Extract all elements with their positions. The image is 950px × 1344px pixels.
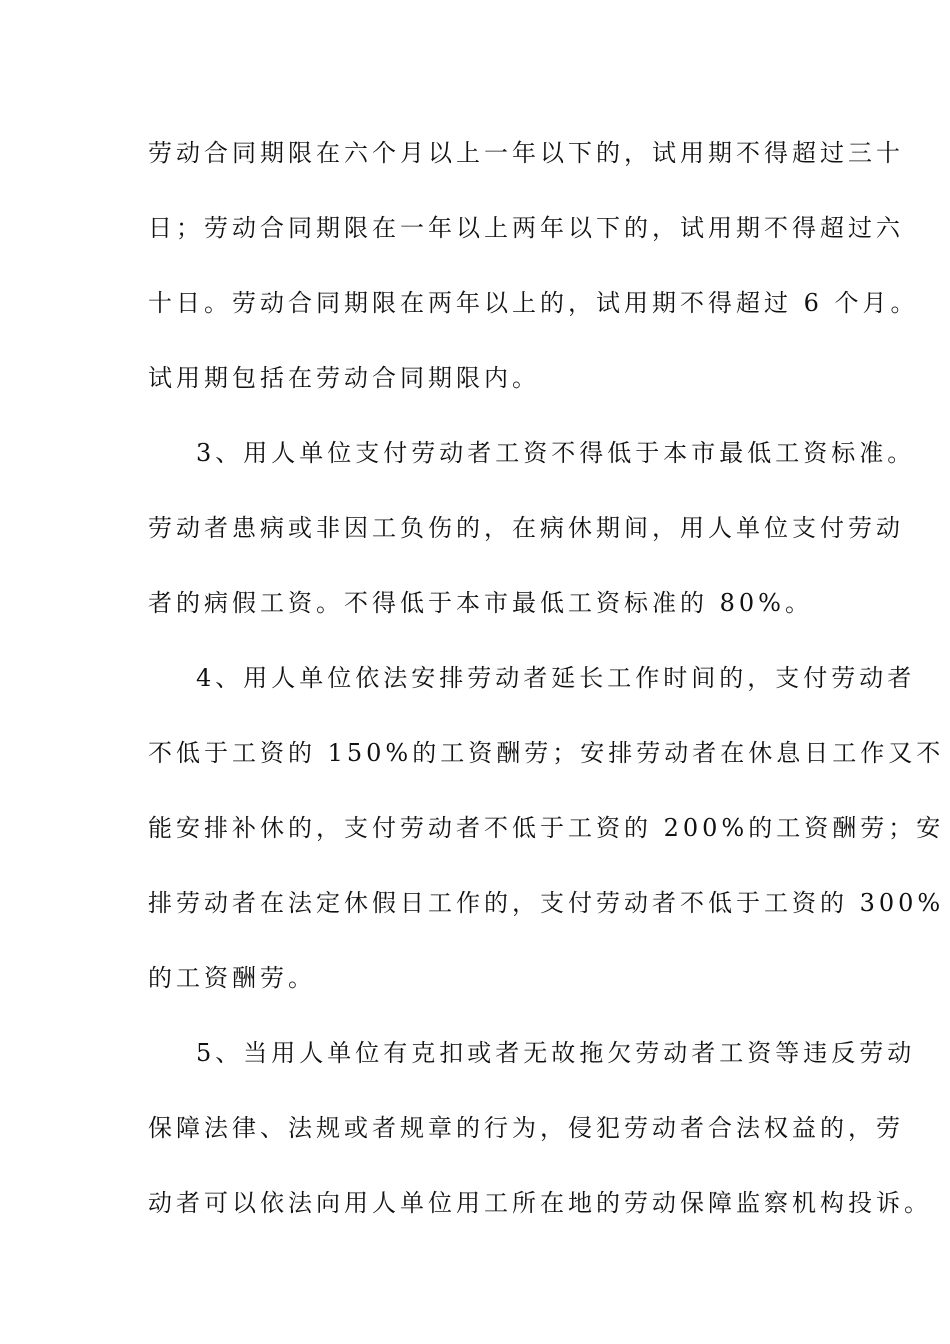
- text-line-15: 动者可以依法向用人单位用工所在地的劳动保障监察机构投诉。: [148, 1189, 932, 1217]
- text-line-13-paragraph-5: 5、当用人单位有克扣或者无故拖欠劳动者工资等违反劳动: [196, 1039, 916, 1067]
- text-line-2: 日；劳动合同期限在一年以上两年以下的，试用期不得超过六: [148, 214, 904, 242]
- text-line-4: 试用期包括在劳动合同期限内。: [148, 364, 540, 392]
- text-line-9: 不低于工资的 150%的工资酬劳；安排劳动者在休息日工作又不: [148, 739, 945, 767]
- text-line-5-paragraph-3: 3、用人单位支付劳动者工资不得低于本市最低工资标准。: [196, 439, 916, 467]
- text-line-6: 劳动者患病或非因工负伤的，在病休期间，用人单位支付劳动: [148, 514, 904, 542]
- text-line-12: 的工资酬劳。: [148, 964, 316, 992]
- text-line-8-paragraph-4: 4、用人单位依法安排劳动者延长工作时间的，支付劳动者: [196, 664, 916, 692]
- text-line-7: 者的病假工资。不得低于本市最低工资标准的 80%。: [148, 589, 813, 617]
- text-line-3: 十日。劳动合同期限在两年以上的，试用期不得超过 6 个月。: [148, 289, 919, 317]
- text-line-11: 排劳动者在法定休假日工作的，支付劳动者不低于工资的 300%: [148, 889, 945, 917]
- text-line-1: 劳动合同期限在六个月以上一年以下的，试用期不得超过三十: [148, 139, 904, 167]
- text-line-10: 能安排补休的，支付劳动者不低于工资的 200%的工资酬劳；安: [148, 814, 945, 842]
- text-line-14: 保障法律、法规或者规章的行为，侵犯劳动者合法权益的，劳: [148, 1114, 904, 1142]
